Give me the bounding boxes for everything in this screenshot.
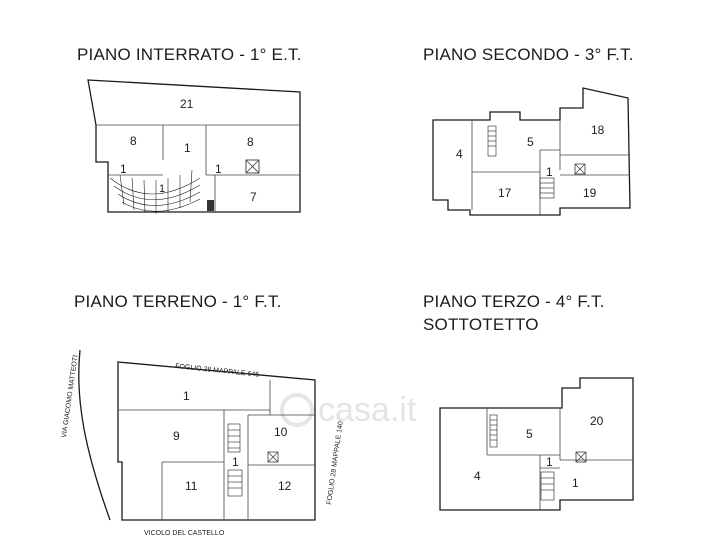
room-label: 9 — [173, 429, 180, 443]
plan-title-basement: PIANO INTERRATO - 1° E.T. — [77, 45, 302, 64]
room-label: 8 — [130, 134, 137, 148]
room-label: 20 — [590, 414, 604, 428]
plan-third — [423, 292, 633, 510]
street-label-bottom: VICOLO DEL CASTELLO — [144, 530, 225, 537]
room-label: 1 — [215, 162, 222, 176]
room-label: 21 — [180, 97, 194, 111]
room-label: 1 — [546, 165, 553, 179]
street-label-right: FOGLIO 28 MAPPALE 140 — [326, 420, 345, 506]
plan-second — [423, 45, 634, 215]
plan-subtitle-third: SOTTOTETTO — [423, 315, 539, 334]
room-label: 4 — [474, 469, 481, 483]
room-label: 7 — [250, 190, 257, 204]
room-label: 1 — [546, 455, 553, 469]
room-label: 8 — [247, 135, 254, 149]
room-label: 4 — [456, 147, 463, 161]
plan-title-second: PIANO SECONDO - 3° F.T. — [423, 45, 634, 64]
room-label: 18 — [591, 123, 605, 137]
room-label: 19 — [583, 186, 597, 200]
room-label: 11 — [185, 479, 198, 493]
room-label: 17 — [498, 186, 512, 200]
watermark-text: casa.it — [318, 391, 417, 429]
plan-title-third: PIANO TERZO - 4° F.T. — [423, 292, 605, 311]
room-label: 1 — [159, 183, 166, 195]
plan-ground — [61, 292, 345, 537]
plan-title-ground: PIANO TERRENO - 1° F.T. — [74, 292, 282, 311]
room-label: 1 — [184, 141, 191, 155]
room-label: 1 — [120, 162, 127, 176]
street-label-top: FOGLIO 28 MAPPALE 646 — [174, 363, 260, 379]
room-label: 10 — [274, 425, 288, 439]
room-label: 1 — [572, 476, 579, 490]
room-label: 5 — [527, 135, 534, 149]
room-label: 5 — [526, 427, 533, 441]
room-label: 12 — [278, 479, 292, 493]
room-label: 1 — [232, 455, 239, 469]
room-label: 1 — [183, 389, 190, 403]
street-label-left: VIA GIACOMO MATTEOTI — [61, 354, 80, 439]
plan-basement — [77, 45, 302, 214]
watermark — [282, 391, 417, 429]
